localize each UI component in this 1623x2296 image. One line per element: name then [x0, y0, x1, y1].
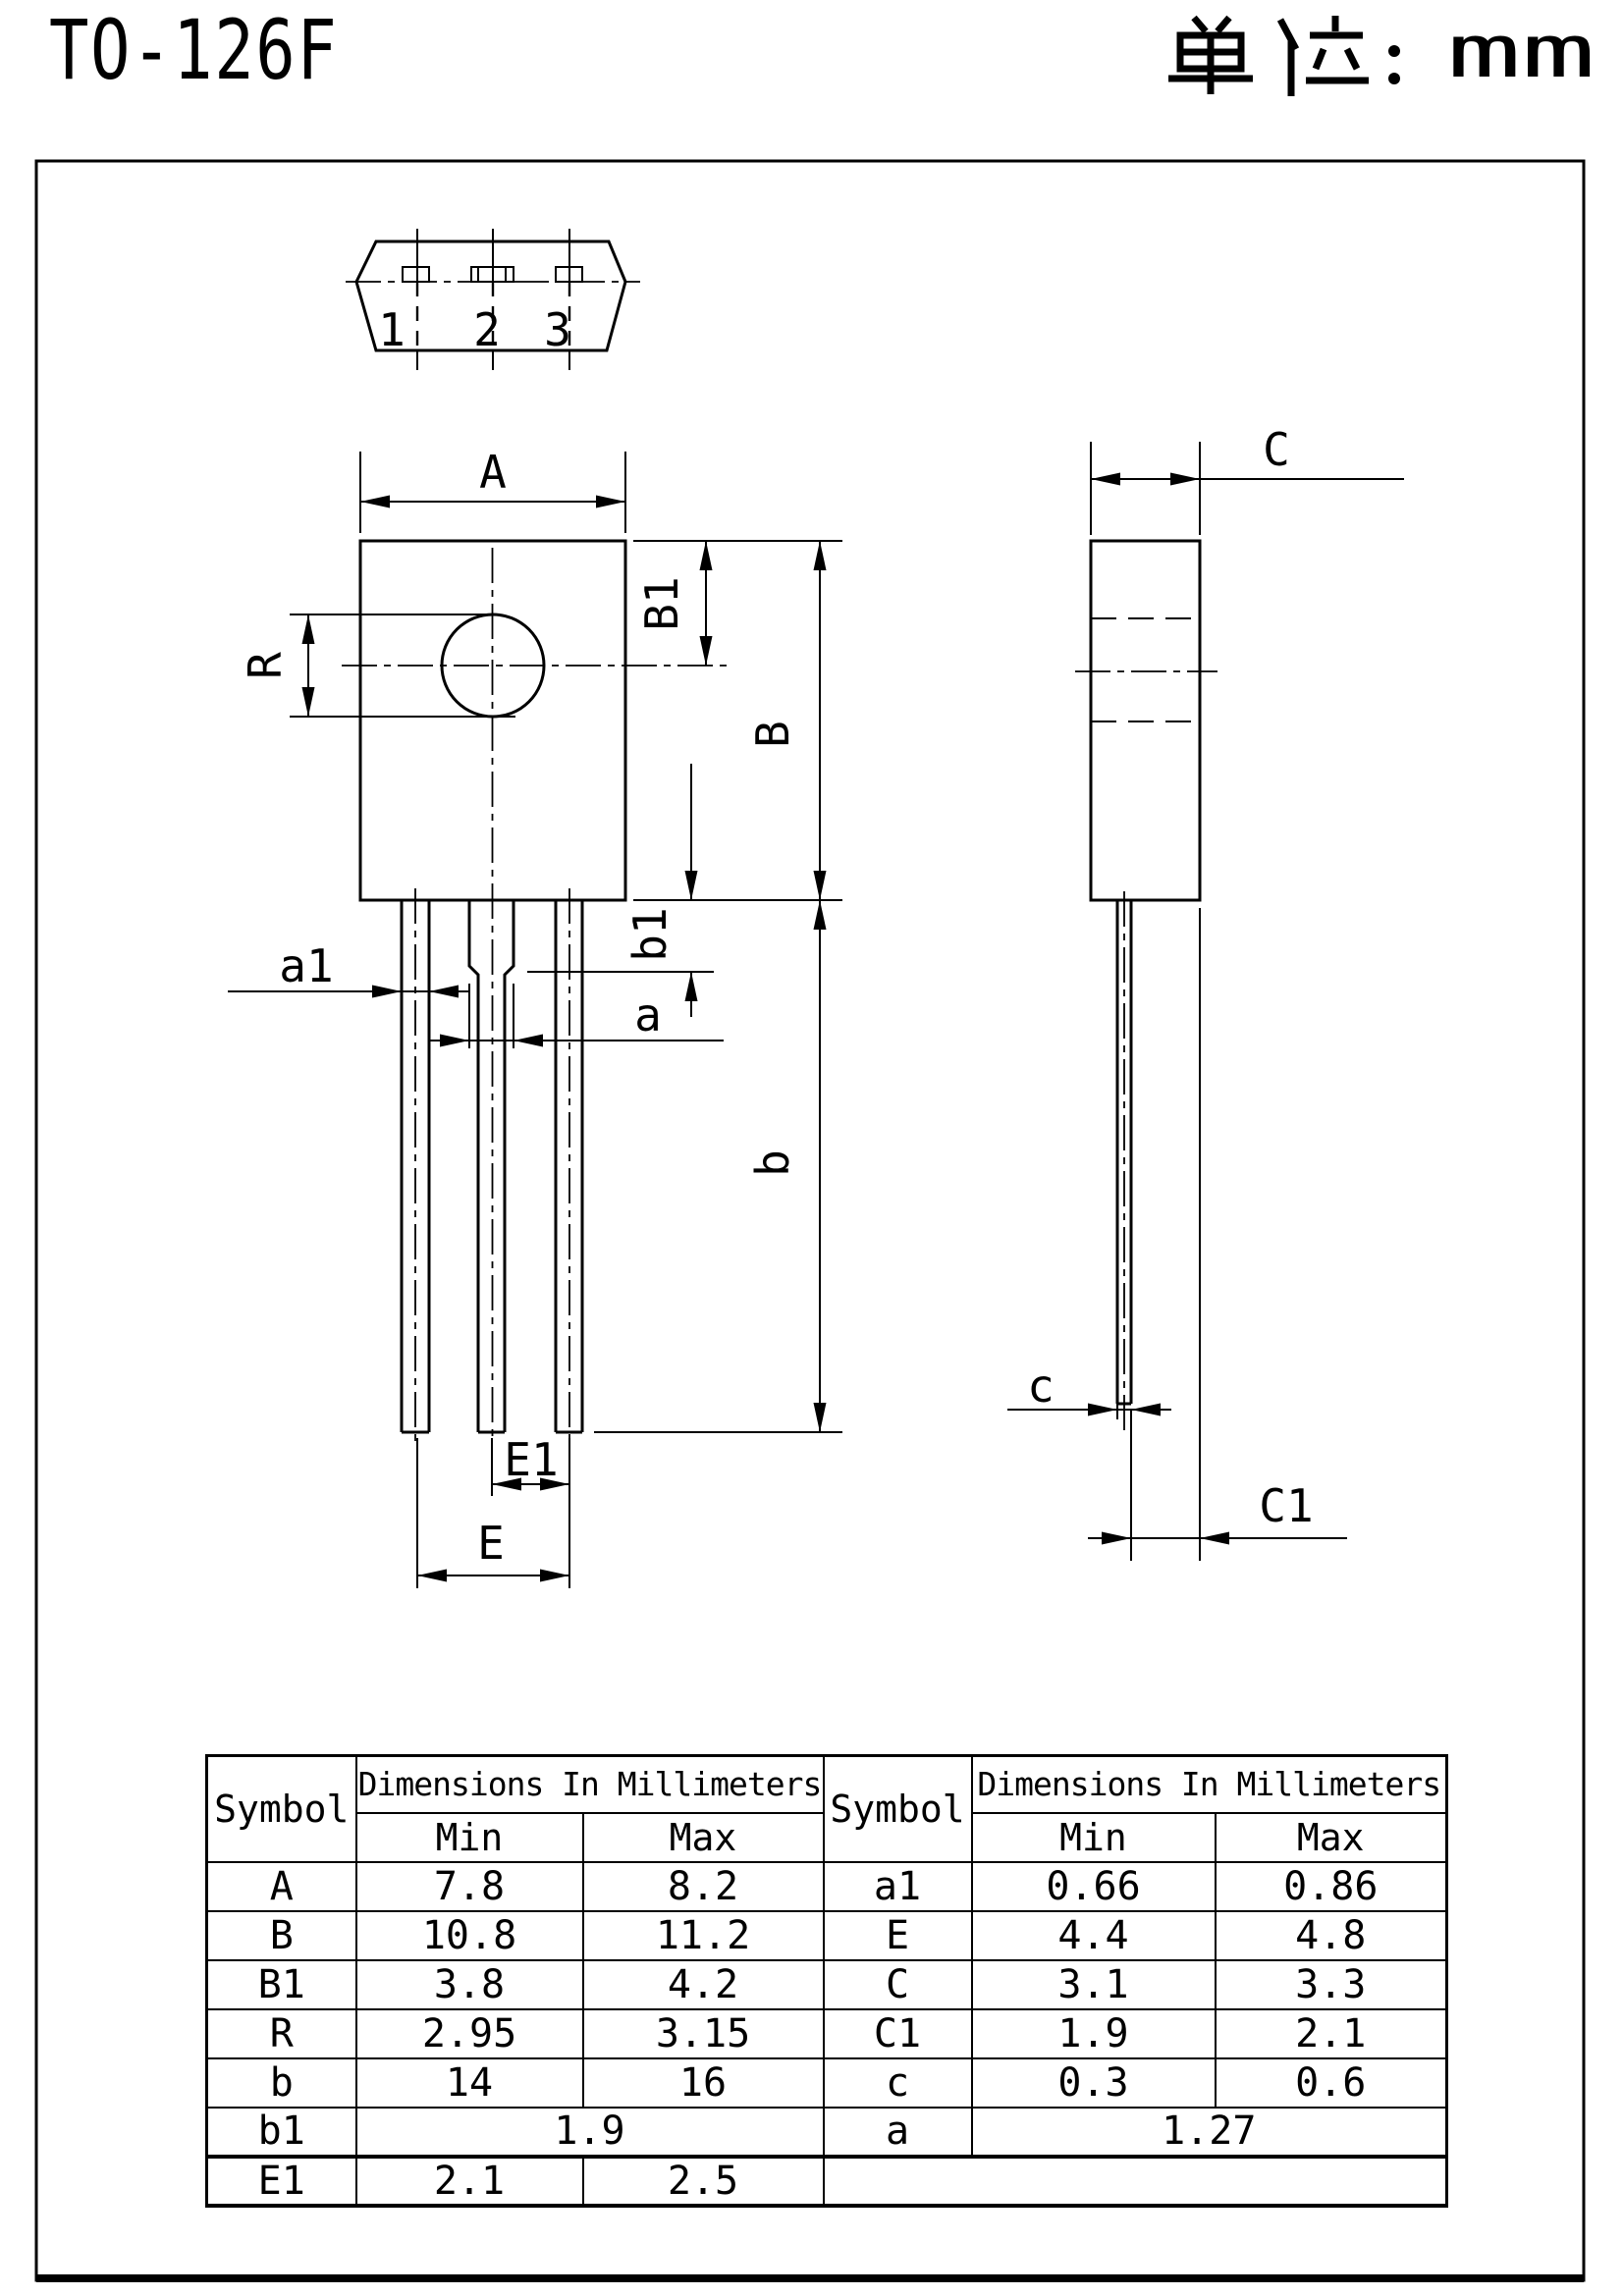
- page-title: TO-126F: [49, 2, 339, 98]
- max-cell: 0.6: [1216, 2058, 1447, 2108]
- max-cell: 3.15: [583, 2009, 824, 2058]
- dim-label-b1: b1: [623, 907, 676, 962]
- max-cell: 4.8: [1216, 1911, 1447, 1960]
- symbol-cell: A: [207, 1862, 356, 1911]
- dim-label-R: R: [239, 652, 292, 679]
- min-cell: 2.1: [356, 2157, 583, 2206]
- front-view: [228, 446, 842, 1588]
- pin-label-1: 1: [378, 303, 406, 356]
- max-header-right: Max: [1216, 1813, 1447, 1862]
- max-cell: 2.1: [1216, 2009, 1447, 2058]
- min-cell: 0.66: [972, 1862, 1216, 1911]
- dim-label-B1: B1: [635, 576, 688, 631]
- max-cell: 8.2: [583, 1862, 824, 1911]
- symbol-cell: R: [207, 2009, 356, 2058]
- min-cell: 3.8: [356, 1960, 583, 2009]
- table-row: [207, 1911, 1447, 1960]
- dim-label-E: E: [477, 1517, 505, 1570]
- symbol-cell: C1: [824, 2009, 972, 2058]
- dim-label-a1: a1: [279, 939, 334, 992]
- min-header-left: Min: [356, 1813, 583, 1862]
- dim-label-B: B: [746, 721, 799, 748]
- min-cell: 14: [356, 2058, 583, 2108]
- max-cell: 0.86: [1216, 1862, 1447, 1911]
- min-cell: 7.8: [356, 1862, 583, 1911]
- table-row: [207, 1862, 1447, 1911]
- max-cell: 4.2: [583, 1960, 824, 2009]
- min-header-right: Min: [972, 1813, 1216, 1862]
- dim-label-C: C: [1263, 423, 1290, 476]
- symbol-cell: a1: [824, 1862, 972, 1911]
- max-cell: 3.3: [1216, 1960, 1447, 2009]
- min-cell: 2.95: [356, 2009, 583, 2058]
- table-row: [207, 1960, 1447, 2009]
- symbol-cell: b1: [207, 2108, 356, 2157]
- symbol-cell: B1: [207, 1960, 356, 2009]
- merged-value-cell: 1.27: [972, 2108, 1447, 2157]
- dim-label-a: a: [634, 988, 662, 1041]
- dims-header-right: Dimensions In Millimeters: [972, 1756, 1447, 1813]
- empty-cell: [824, 2157, 1447, 2206]
- symbol-cell: B: [207, 1911, 356, 1960]
- symbol-cell: a: [824, 2108, 972, 2157]
- min-cell: 3.1: [972, 1960, 1216, 2009]
- pin-label-2: 2: [473, 303, 501, 356]
- max-cell: 2.5: [583, 2157, 824, 2206]
- max-header-left: Max: [583, 1813, 824, 1862]
- merged-value-cell: 1.9: [356, 2108, 824, 2157]
- symbol-cell: C: [824, 1960, 972, 2009]
- symbol-cell: b: [207, 2058, 356, 2108]
- min-cell: 0.3: [972, 2058, 1216, 2108]
- min-cell: 4.4: [972, 1911, 1216, 1960]
- min-cell: 10.8: [356, 1911, 583, 1960]
- symbol-cell: E: [824, 1911, 972, 1960]
- unit-mm-text: mm: [1446, 10, 1596, 94]
- dim-label-b: b: [746, 1149, 799, 1177]
- table-header-row: [207, 1756, 1447, 1813]
- dim-label-c: c: [1027, 1360, 1055, 1413]
- dim-label-C1: C1: [1259, 1479, 1314, 1532]
- symbol-cell: E1: [207, 2157, 356, 2206]
- symbol-header-left: Symbol: [207, 1756, 356, 1862]
- min-cell: 1.9: [972, 2009, 1216, 2058]
- dimension-table: [205, 1754, 1448, 2208]
- table-row: [207, 2009, 1447, 2058]
- dims-header-left: Dimensions In Millimeters: [356, 1756, 824, 1813]
- max-cell: 16: [583, 2058, 824, 2108]
- side-view: [1007, 423, 1404, 1561]
- dim-label-A: A: [479, 446, 507, 499]
- dim-label-E1: E1: [504, 1433, 559, 1486]
- symbol-cell: c: [824, 2058, 972, 2108]
- table-row: [207, 2058, 1447, 2108]
- max-cell: 11.2: [583, 1911, 824, 1960]
- table-row: [207, 2157, 1447, 2206]
- pin-label-3: 3: [544, 303, 571, 356]
- table-row: [207, 2108, 1447, 2157]
- top-view: [346, 229, 640, 370]
- symbol-header-right: Symbol: [824, 1756, 972, 1862]
